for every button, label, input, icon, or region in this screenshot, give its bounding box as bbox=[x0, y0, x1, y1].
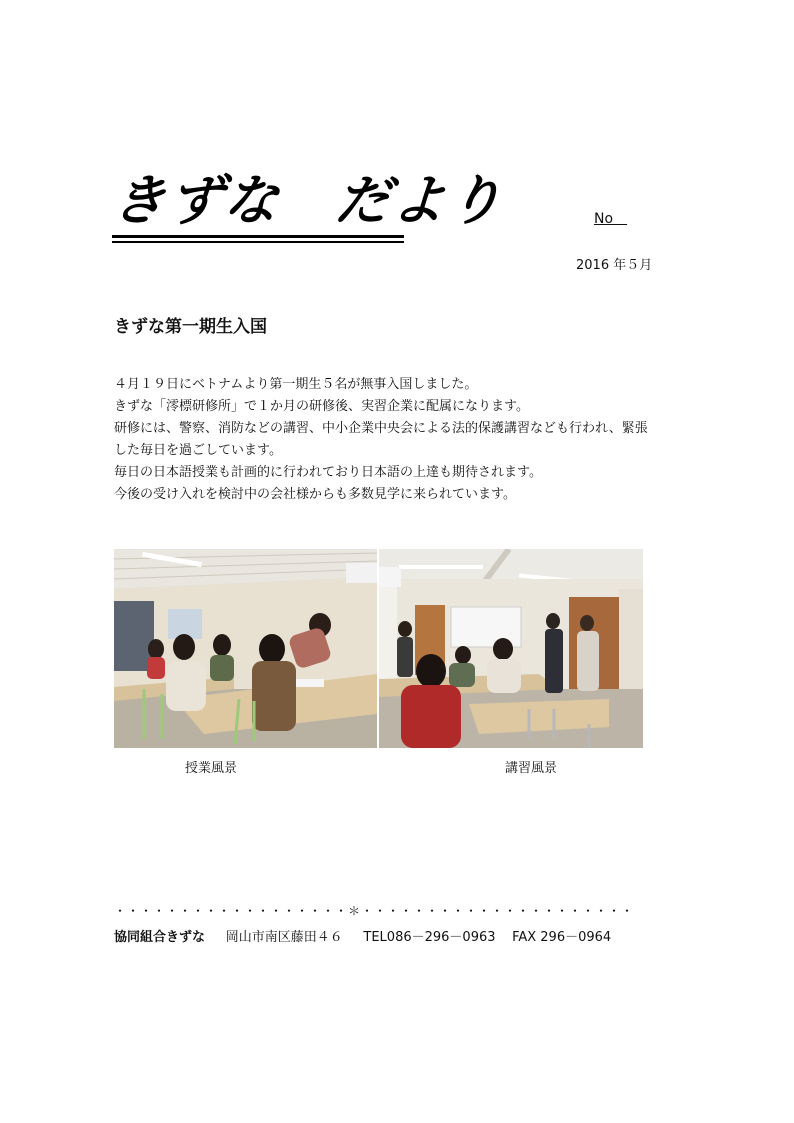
footer-contact bbox=[114, 929, 611, 947]
article-line: 毎日の日本語授業も計画的に行われており日本語の上達も期待されます。 bbox=[114, 465, 542, 480]
article-line: 今後の受け入れを検討中の会社様からも多数見学に来られています。 bbox=[114, 487, 516, 502]
photo-caption-lesson: 授業風景 bbox=[185, 761, 238, 776]
issue-date: 2016 年５月 bbox=[576, 258, 653, 273]
footer-address: 岡山市南区藤田４６ bbox=[225, 930, 343, 945]
newsletter-title: きずな だより bbox=[108, 168, 508, 232]
footer-fax: FAX 296－0964 bbox=[512, 930, 612, 945]
article-line: 研修には、警察、消防などの講習、中小企業中央会による法的保護講習なども行われ、緊張 bbox=[114, 421, 648, 436]
footer-divider: ・・・・・・・・・・・・・・・・・・＊・・・・・・・・・・・・・・・・・・・・・ bbox=[114, 904, 635, 918]
title-underline-thin bbox=[112, 241, 404, 243]
article-body bbox=[114, 374, 696, 506]
photo-caption-lecture: 講習風景 bbox=[505, 761, 558, 776]
title-underline-thick bbox=[112, 235, 404, 238]
article-line: きずな「澪標研修所」で１か月の研修後、実習企業に配属になります。 bbox=[114, 399, 529, 414]
issue-number: No bbox=[594, 211, 628, 227]
photo-lecture-scene bbox=[379, 549, 643, 748]
article-headline: きずな第一期生入国 bbox=[114, 317, 267, 337]
article-line: ４月１９日にベトナムより第一期生５名が無事入国しました。 bbox=[114, 377, 478, 392]
photo-lesson-scene bbox=[114, 549, 377, 748]
footer-tel: TEL086－296－0963 bbox=[363, 930, 496, 945]
footer-organization: 協同組合きずな bbox=[114, 930, 206, 945]
article-line: した毎日を過ごしています。 bbox=[114, 443, 282, 458]
